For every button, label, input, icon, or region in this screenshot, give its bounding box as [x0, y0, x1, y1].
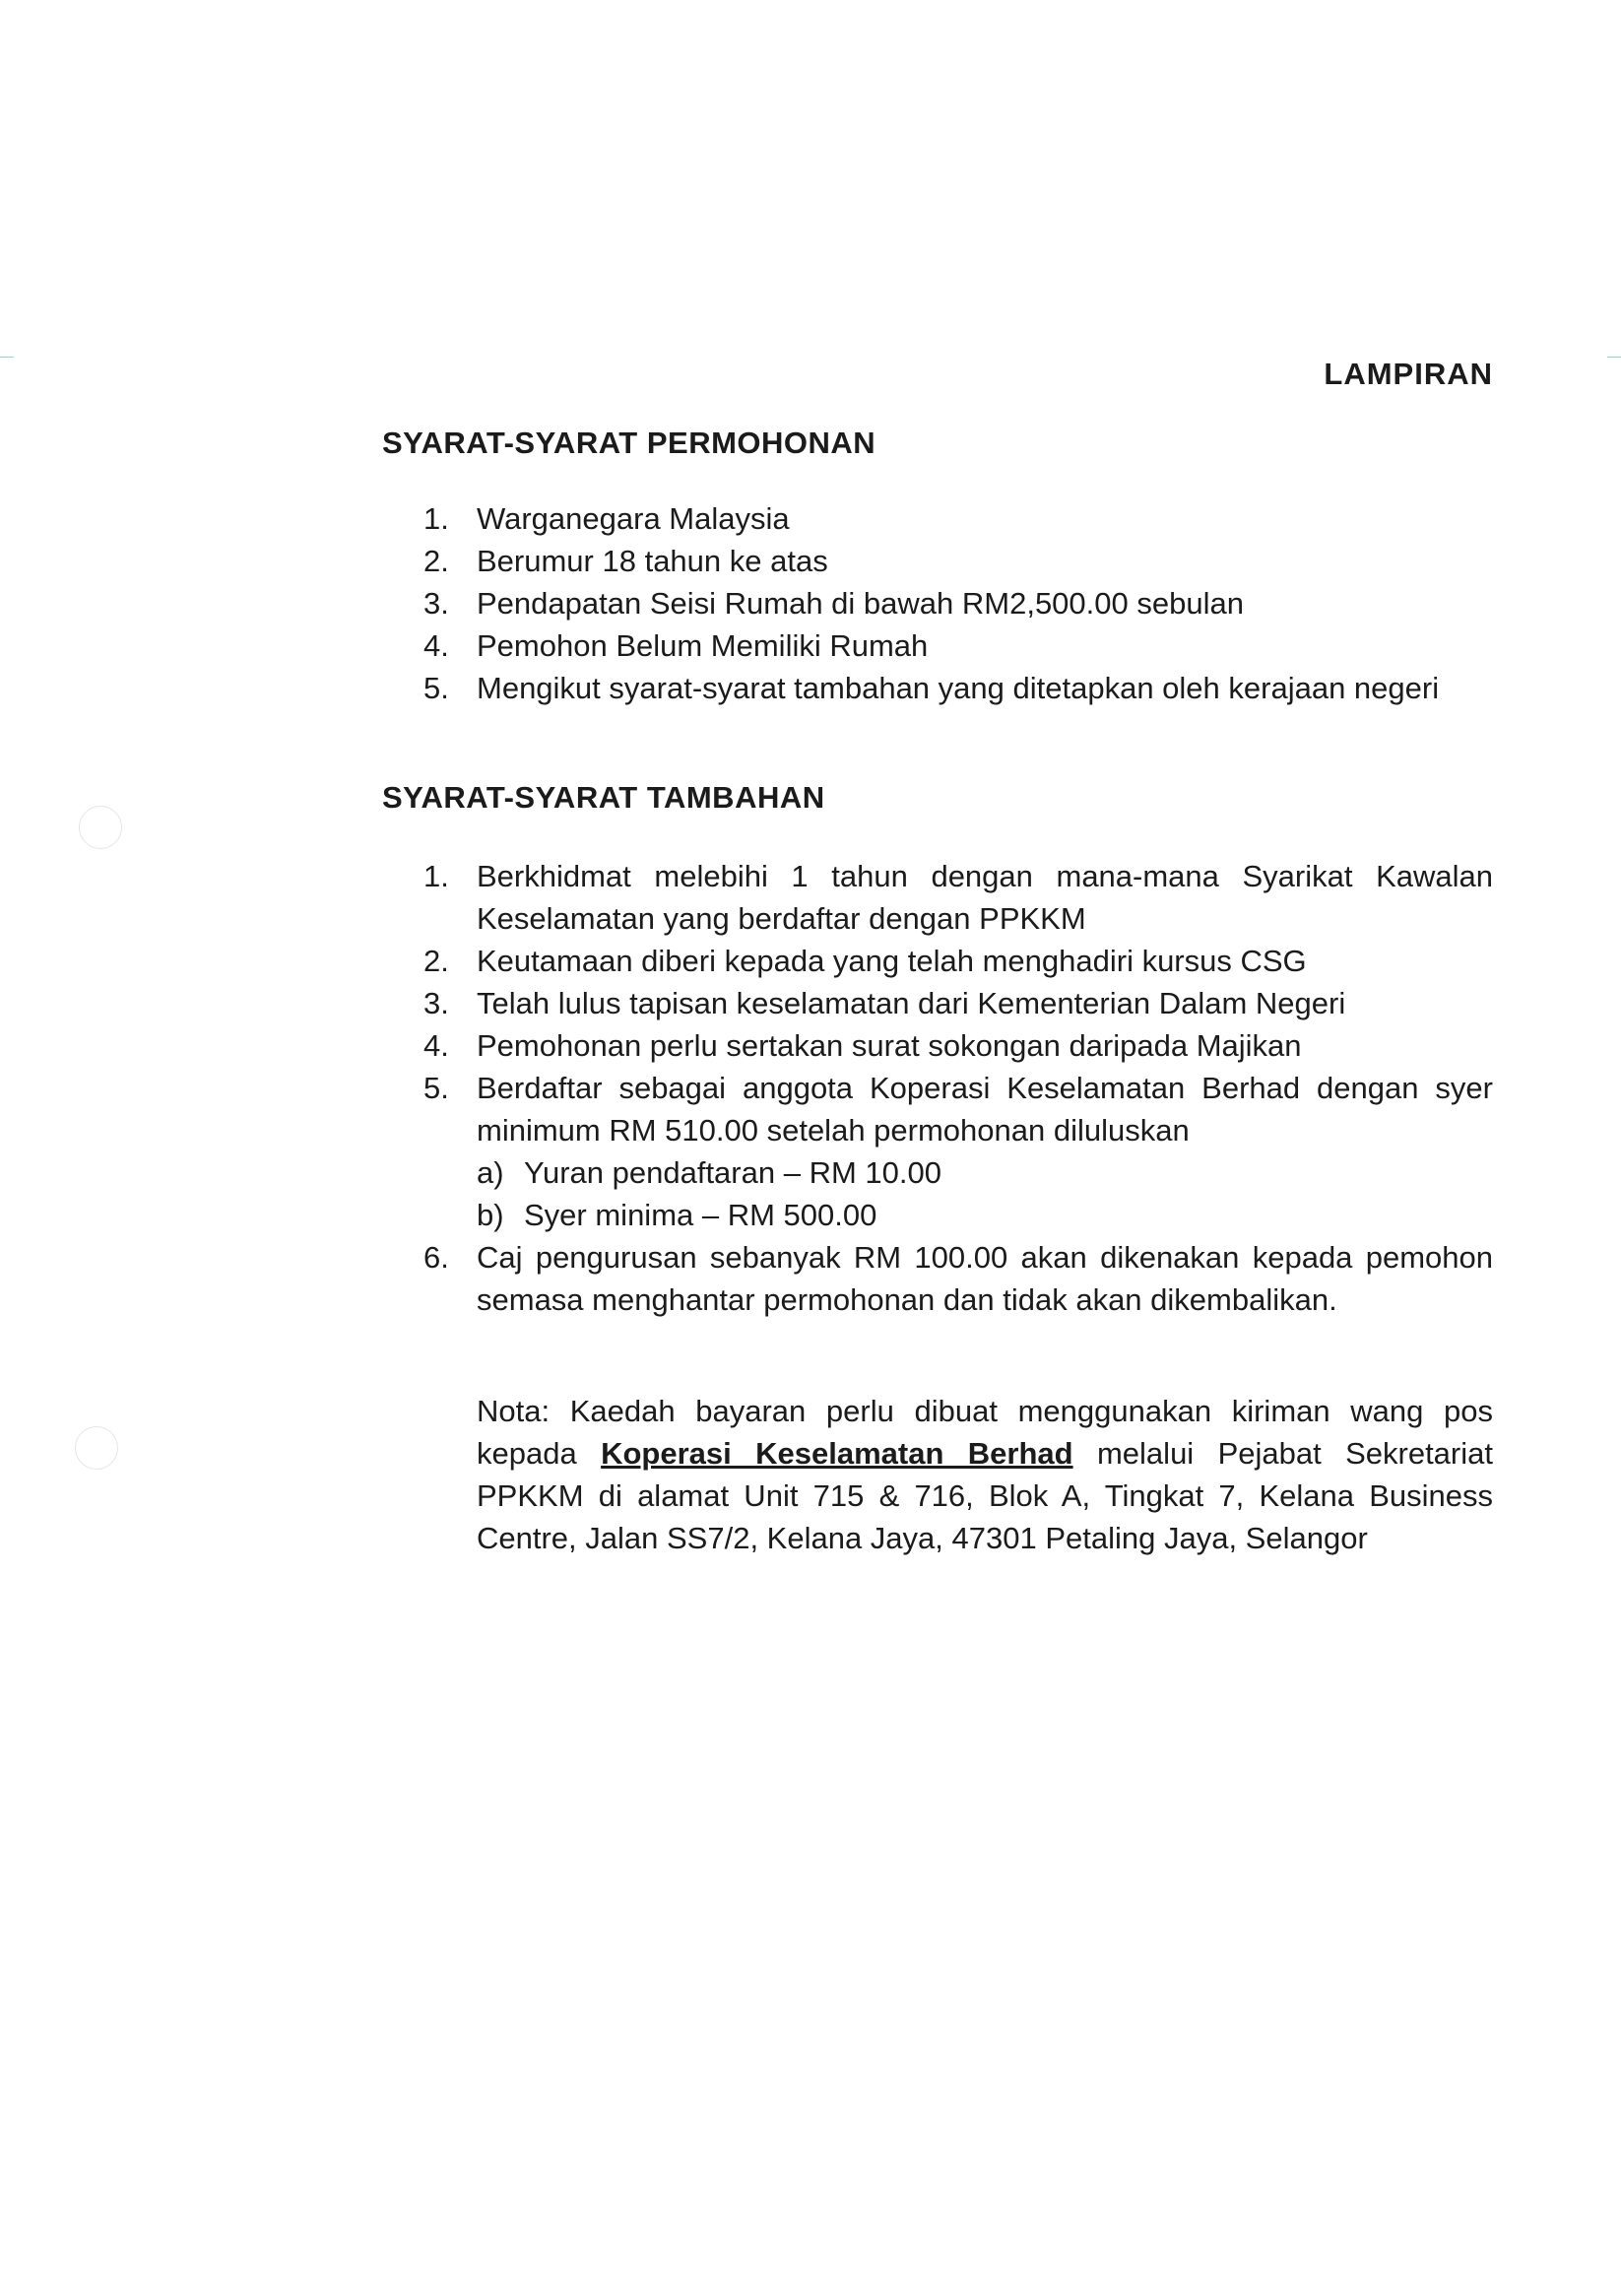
item-text: Pemohonan perlu sertakan surat sokongan daripada Majikan — [477, 1028, 1302, 1063]
sublist-item — [477, 1194, 1493, 1236]
item-number: 5. — [423, 1071, 449, 1105]
list-item — [423, 624, 1493, 667]
tambahan-list — [423, 855, 1493, 1321]
section-heading-permohonan: SYARAT-SYARAT PERMOHONAN — [382, 426, 876, 460]
lampiran-label: LAMPIRAN — [1324, 357, 1493, 391]
item-number: 1. — [423, 501, 449, 536]
list-item — [423, 855, 1493, 940]
subitem-text: Yuran pendaftaran – RM 10.00 — [524, 1155, 941, 1190]
list-item — [423, 1067, 1493, 1236]
note-address-text: melalui Pejabat Sekretariat PPKKM di alamat Unit 715 & 716, Blok A, Tingkat 7, Kelana Business Centre, Jalan SS7/2, Kelana Jaya, 47301 Petaling Jaya, Selangor — [477, 1436, 1493, 1555]
list-item — [423, 940, 1493, 982]
list-item — [423, 1236, 1493, 1321]
item-text: Caj pengurusan sebanyak RM 100.00 akan dikenakan kepada pemohon semasa menghantar permohonan dan tidak akan dikembalikan. — [477, 1240, 1493, 1317]
punch-hole-mark — [75, 1426, 118, 1470]
list-item — [423, 982, 1493, 1024]
item-number: 5. — [423, 671, 449, 705]
item-number: 2. — [423, 944, 449, 978]
item-number: 1. — [423, 859, 449, 893]
item-text: Pendapatan Seisi Rumah di bawah RM2,500.00 sebulan — [477, 586, 1244, 621]
item-text: Berdaftar sebagai anggota Koperasi Keselamatan Berhad dengan syer minimum RM 510.00 setelah permohonan diluluskan — [477, 1071, 1493, 1148]
item-number: 3. — [423, 986, 449, 1020]
list-item — [423, 1024, 1493, 1067]
item-number: 6. — [423, 1240, 449, 1275]
cooperative-name: Koperasi Keselamatan Berhad — [601, 1436, 1073, 1471]
punch-hole-mark — [79, 806, 122, 849]
sublist-item — [477, 1151, 1493, 1194]
list-item — [423, 667, 1493, 709]
fee-sublist — [477, 1151, 1493, 1236]
item-number: 3. — [423, 586, 449, 621]
note-lead-text: Nota: Kaedah bayaran perlu dibuat menggunakan kiriman wang pos kepada — [477, 1394, 1493, 1471]
scan-edge-mark — [1607, 357, 1621, 358]
list-item — [423, 497, 1493, 540]
section-heading-tambahan: SYARAT-SYARAT TAMBAHAN — [382, 780, 825, 815]
list-item — [423, 540, 1493, 582]
item-text: Warganegara Malaysia — [477, 501, 790, 536]
item-text: Mengikut syarat-syarat tambahan yang ditetapkan oleh kerajaan negeri — [477, 671, 1440, 705]
payment-note — [477, 1390, 1493, 1559]
list-item — [423, 582, 1493, 624]
permohonan-list — [423, 497, 1493, 709]
item-text: Berumur 18 tahun ke atas — [477, 544, 828, 578]
subitem-letter: b) — [477, 1198, 504, 1232]
item-number: 4. — [423, 1028, 449, 1063]
item-number: 2. — [423, 544, 449, 578]
item-text: Pemohon Belum Memiliki Rumah — [477, 628, 929, 663]
item-text: Keutamaan diberi kepada yang telah menghadiri kursus CSG — [477, 944, 1307, 978]
item-text: Berkhidmat melebihi 1 tahun dengan mana-mana Syarikat Kawalan Keselamatan yang berdaftar dengan PPKKM — [477, 859, 1493, 936]
scan-edge-mark — [0, 357, 14, 358]
item-text: Telah lulus tapisan keselamatan dari Kementerian Dalam Negeri — [477, 986, 1346, 1020]
item-number: 4. — [423, 628, 449, 663]
subitem-letter: a) — [477, 1155, 504, 1190]
subitem-text: Syer minima – RM 500.00 — [524, 1198, 877, 1232]
